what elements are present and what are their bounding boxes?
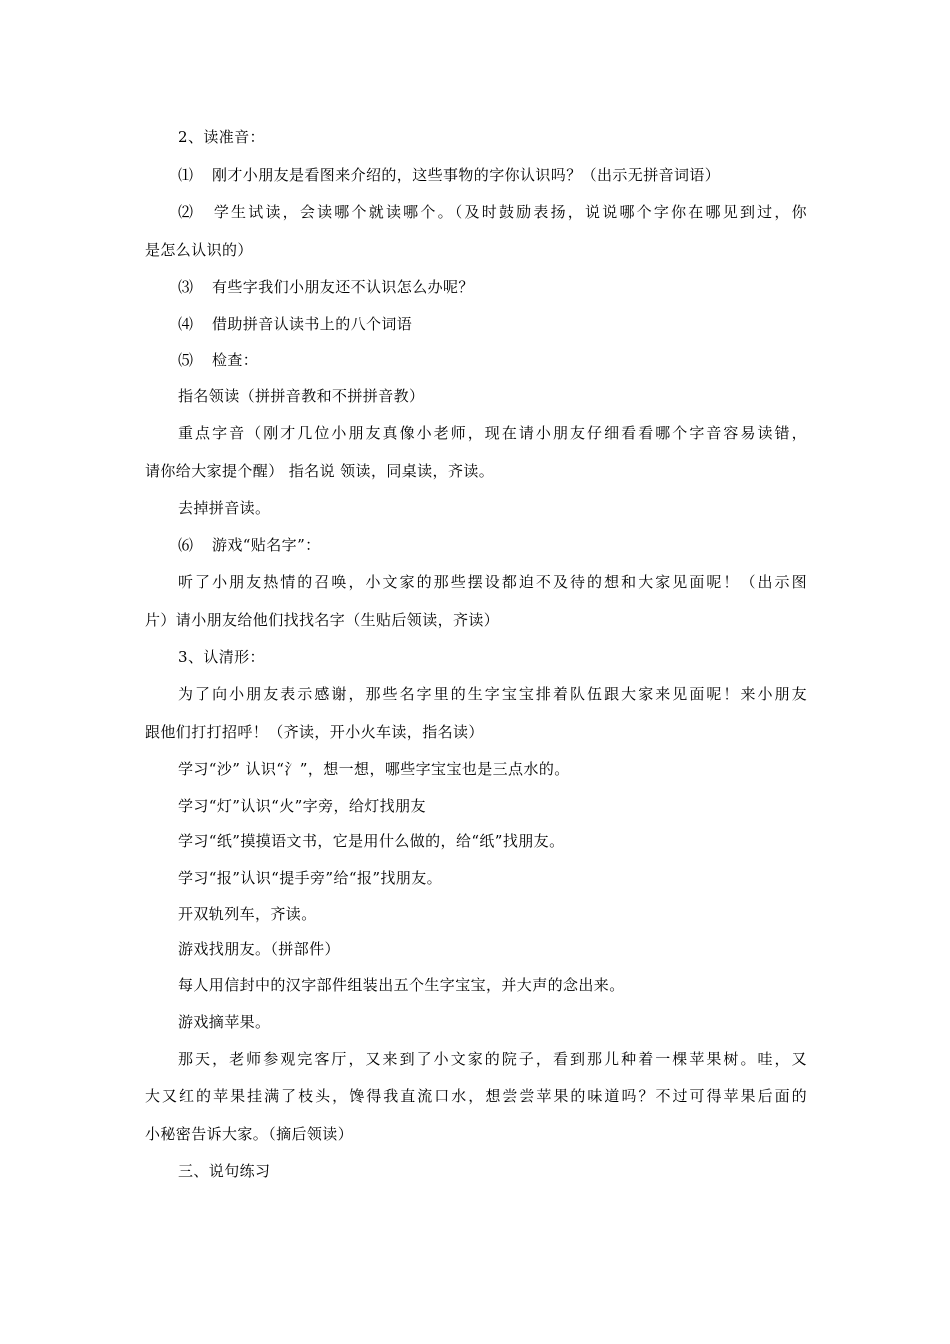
paragraph: 开双轨列车，齐读。 <box>178 905 317 923</box>
heading-sentence-practice: 三、说句练习 <box>178 1162 271 1180</box>
step-4: ⑷ 借助拼音认读书上的八个词语 <box>178 315 413 333</box>
step-number: ⑷ <box>178 315 194 333</box>
paragraph: 听了小朋友热情的召唤，小文家的那些摆设都迫不及待的想和大家见面呢！（出示图 <box>178 573 807 591</box>
step-number: ⑸ <box>178 351 194 369</box>
paragraph: 重点字音（刚才几位小朋友真像小老师，现在请小朋友仔细看看哪个字音容易读错， <box>178 424 807 442</box>
paragraph-continued: 小秘密告诉大家。（摘后领读） <box>145 1125 354 1143</box>
paragraph: 去掉拼音读。 <box>178 499 271 517</box>
paragraph: 学习“灯”认识“火”字旁，给灯找朋友 <box>178 797 426 815</box>
paragraph: 学习“纸”摸摸语文书，它是用什么做的，给“纸”找朋友。 <box>178 832 565 850</box>
step-6: ⑹ 游戏“贴名字”： <box>178 536 321 554</box>
step-2-continued: 是怎么认识的） <box>145 241 253 259</box>
step-number: ⑹ <box>178 536 194 554</box>
paragraph: 游戏摘苹果。 <box>178 1013 271 1031</box>
step-2: ⑵ 学生试读，会读哪个就读哪个。（及时鼓励表扬，说说哪个字你在哪见到过，你 <box>178 203 807 221</box>
paragraph: 指名领读（拼拼音教和不拼拼音教） <box>178 387 425 405</box>
paragraph-continued: 跟他们打打招呼！（齐读，开小火车读，指名读） <box>145 723 484 741</box>
paragraph-continued: 片）请小朋友给他们找找名字（生贴后领读，齐读） <box>145 611 500 629</box>
paragraph: 每人用信封中的汉字部件组装出五个生字宝宝，并大声的念出来。 <box>178 976 625 994</box>
heading-read-pronunciation: 2、读准音： <box>178 128 265 146</box>
paragraph: 学习“报”认识“提手旁”给“报”找朋友。 <box>178 869 443 887</box>
paragraph: 游戏找朋友。（拼部件） <box>178 940 340 958</box>
step-1: ⑴ 刚才小朋友是看图来介绍的，这些事物的字你认识吗？（出示无拼音词语） <box>178 166 721 184</box>
step-3: ⑶ 有些字我们小朋友还不认识怎么办呢？ <box>178 278 474 296</box>
heading-recognize-shape: 3、认清形： <box>178 648 265 666</box>
paragraph-continued: 大又红的苹果挂满了枝头，馋得我直流口水，想尝尝苹果的味道吗？不过可得苹果后面的 <box>145 1087 807 1105</box>
step-number: ⑵ <box>178 203 194 221</box>
step-number: ⑶ <box>178 278 194 296</box>
paragraph: 学习“沙” 认识“氵”，想一想，哪些字宝宝也是三点水的。 <box>178 760 570 778</box>
step-number: ⑴ <box>178 166 194 184</box>
step-5: ⑸ 检查： <box>178 351 259 369</box>
paragraph: 为了向小朋友表示感谢，那些名字里的生字宝宝排着队伍跟大家来见面呢！来小朋友 <box>178 685 807 703</box>
paragraph: 那天，老师参观完客厅，又来到了小文家的院子，看到那儿种着一棵苹果树。哇，又 <box>178 1050 807 1068</box>
paragraph-continued: 请你给大家提个醒） 指名说 领读，同桌读，齐读。 <box>145 462 495 480</box>
